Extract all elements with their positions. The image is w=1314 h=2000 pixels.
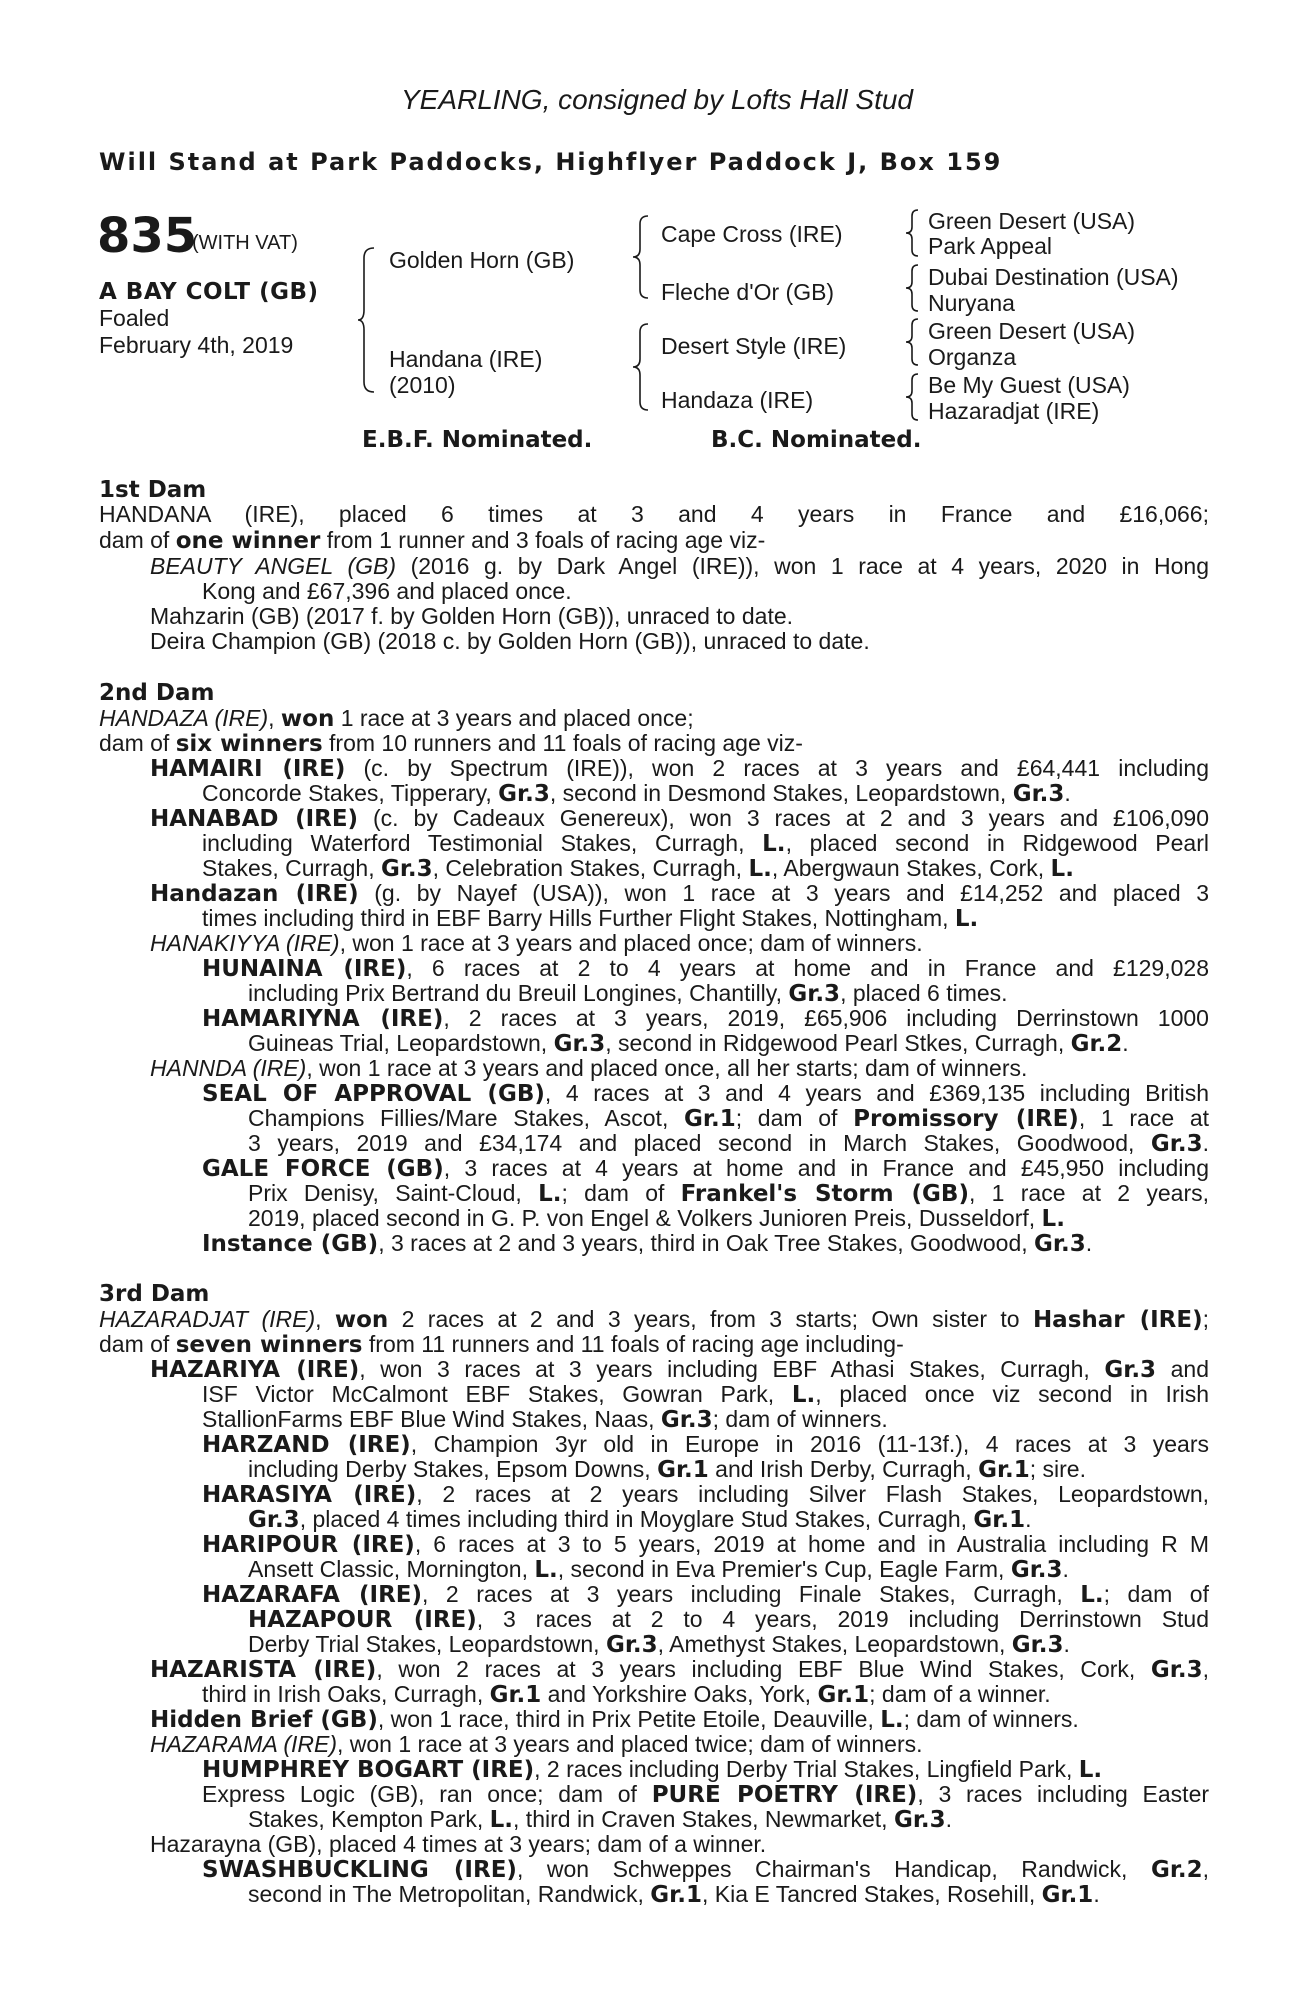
text-run: , 3 races at 4 years at home and in France and £45,950 including	[443, 1155, 1209, 1181]
text-run: Gr.3	[498, 781, 550, 807]
text-run: , 3 races at 2 to 4 years, 2019 including Derrinstown Stud	[476, 1606, 1209, 1632]
ebf-nominated: E.B.F. Nominated.	[362, 427, 593, 453]
text-run: HAMAIRI (IRE)	[150, 756, 346, 781]
text-run: and Irish Derby, Curragh,	[708, 1456, 979, 1482]
text-line	[202, 578, 572, 604]
text-run: , won 3 races at 3 years including EBF Athasi Stakes, Curragh,	[359, 1356, 1105, 1382]
text-run: ; sire.	[1029, 1456, 1086, 1482]
text-run: .	[1093, 1881, 1100, 1907]
pedigree-ggs-5: Green Desert (USA)	[928, 318, 1136, 344]
text-run: L.	[880, 1707, 904, 1733]
text-run: third in Irish Oaks, Curragh,	[202, 1681, 490, 1707]
text-line	[202, 1781, 1209, 1807]
text-run: BEAUTY ANGEL (GB)	[150, 553, 396, 579]
text-run: HANABAD (IRE)	[150, 806, 359, 831]
text-line	[99, 1331, 904, 1358]
text-run: ; dam of	[561, 1180, 681, 1206]
text-run: dam of	[99, 730, 176, 756]
text-run: HARZAND (IRE)	[202, 1432, 411, 1457]
text-run: from 10 runners and 11 foals of racing age viz-	[322, 730, 803, 756]
pedigree-ggs-2: Park Appeal	[928, 233, 1053, 259]
text-run: Gr.1	[657, 1457, 709, 1483]
text-line	[248, 1556, 1069, 1583]
text-run: , won 1 race at 3 years and placed twice; dam of winners.	[337, 1731, 923, 1757]
text-run: (c. by Spectrum (IRE)), won 2 races at 3 years and £64,441 including	[345, 755, 1209, 781]
text-line	[202, 1155, 1209, 1181]
text-line	[99, 527, 765, 554]
text-run: HARASIYA (IRE)	[202, 1482, 417, 1507]
text-run: , second in Eva Premier's Cup, Eagle Farm,	[557, 1556, 1011, 1582]
text-line	[248, 1030, 1129, 1057]
text-run: (g. by Nayef (USA)), won 1 race at 3 years and £14,252 and placed 3	[358, 880, 1209, 906]
text-line	[202, 955, 1209, 981]
text-run: , Celebration Stakes, Curragh,	[432, 855, 749, 881]
text-line	[150, 930, 923, 956]
text-run: Stakes, Curragh,	[202, 855, 381, 881]
text-run: .	[1025, 1506, 1032, 1532]
text-run: .	[1085, 1230, 1093, 1256]
text-run: , 4 races at 3 and 4 years and £369,135 including British	[544, 1080, 1209, 1106]
text-line	[248, 1130, 1209, 1156]
text-run: SWASHBUCKLING (IRE)	[202, 1857, 517, 1882]
text-line	[202, 1531, 1209, 1557]
pedigree-brace-gen1	[356, 246, 376, 394]
text-run: Gr.1	[817, 1682, 870, 1708]
text-run: , 1 race at	[1078, 1105, 1209, 1131]
text-run: , Amethyst Stakes, Leopardstown,	[657, 1631, 1012, 1657]
text-line	[150, 880, 1209, 906]
text-run: ;	[1202, 1306, 1209, 1332]
text-line	[202, 830, 1209, 856]
pedigree-brace-g4	[904, 372, 920, 422]
text-run: Gr.3	[1150, 1657, 1203, 1682]
pedigree-ggs-1: Green Desert (USA)	[928, 208, 1136, 234]
text-run: Hidden Brief (GB)	[150, 1707, 378, 1733]
text-run: Handazan (IRE)	[150, 881, 359, 906]
text-line	[99, 705, 694, 732]
text-line	[248, 1205, 1065, 1232]
text-run: , 3 races at 2 and 3 years, third in Oak Tree Stakes, Goodwood,	[378, 1230, 1035, 1256]
text-line	[150, 755, 1209, 781]
text-run: ,	[268, 705, 281, 731]
pedigree-ggs-6: Organza	[928, 344, 1017, 370]
text-run: ,	[315, 1306, 335, 1332]
text-run: Kong and £67,396 and placed once.	[202, 578, 572, 604]
text-run: dam of	[99, 527, 176, 553]
text-run: HAZARADJAT (IRE)	[99, 1306, 316, 1332]
text-run: , 6 races at 2 to 4 years at home and in France and £129,028	[406, 955, 1209, 981]
text-line	[99, 730, 803, 757]
text-run: 2019, placed second in G. P. von Engel & Volkers Junioren Preis, Dusseldorf,	[248, 1205, 1042, 1231]
text-run: , 1 race at 2 years,	[968, 1180, 1209, 1206]
text-line	[150, 553, 1209, 579]
text-run: Gr.3	[248, 1507, 300, 1533]
text-line	[150, 1706, 1079, 1733]
text-run: , 2 races at 2 years including Silver Flash Stakes, Leopardstown,	[416, 1481, 1209, 1507]
text-run: Gr.3	[1011, 1632, 1064, 1658]
text-line	[202, 1406, 888, 1433]
section-third-dam: 3rd Dam	[99, 1281, 210, 1307]
text-run: .	[1202, 1130, 1209, 1156]
text-run: Concorde Stakes, Tipperary,	[202, 780, 499, 806]
text-line	[202, 1756, 1102, 1783]
text-run: Hazarayna (GB), placed 4 times at 3 years; dam of a winner.	[150, 1831, 767, 1857]
pedigree-brace-g1	[904, 208, 920, 258]
text-line	[248, 980, 1008, 1007]
text-run: from 11 runners and 11 foals of racing age including-	[362, 1331, 904, 1357]
text-run: Deira Champion (GB) (2018 c. by Golden Horn (GB)), unraced to date.	[150, 628, 870, 654]
text-run: HAMARIYNA (IRE)	[202, 1006, 444, 1031]
text-line	[202, 1080, 1209, 1106]
text-run: L.	[1078, 1757, 1103, 1783]
text-run: L.	[762, 831, 786, 856]
text-line	[202, 1856, 1209, 1882]
text-run: second in The Metropolitan, Randwick,	[248, 1881, 651, 1907]
text-run: Stakes, Kempton Park,	[248, 1806, 490, 1832]
pedigree-brace-g3	[904, 317, 920, 367]
text-run: .	[1122, 1030, 1129, 1056]
text-run: Gr.3	[1104, 1357, 1157, 1382]
text-run: L.	[534, 1557, 558, 1583]
text-run: Gr.3	[660, 1407, 713, 1433]
text-run: L.	[1050, 856, 1074, 882]
text-run: ; dam of winners.	[712, 1406, 888, 1432]
text-run: 1 race at 3 years and placed once;	[334, 705, 694, 731]
text-run: HANDAZA (IRE)	[99, 705, 269, 731]
text-run: , placed once viz second in Irish	[815, 1381, 1209, 1407]
text-run: HUNAINA (IRE)	[202, 956, 407, 981]
text-line	[150, 1656, 1209, 1682]
pedigree-brace-g2	[904, 263, 920, 313]
text-line	[202, 1481, 1209, 1507]
text-run: HAZARAMA (IRE)	[150, 1731, 337, 1757]
text-run: six winners	[175, 731, 323, 757]
text-run: Gr.1	[684, 1106, 736, 1131]
text-line	[202, 780, 1071, 807]
text-run: Guineas Trial, Leopardstown,	[248, 1030, 554, 1056]
text-run: , placed 4 times including third in Moyglare Stud Stakes, Curragh,	[299, 1506, 974, 1532]
text-run: including Prix Bertrand du Breuil Longines, Chantilly,	[248, 980, 789, 1006]
text-line	[150, 1831, 766, 1857]
text-run: won	[280, 706, 335, 732]
pedigree-ggs-4: Nuryana	[928, 290, 1015, 316]
text-line	[248, 1105, 1209, 1131]
foaled-label: Foaled	[99, 305, 170, 331]
text-line	[248, 1180, 1209, 1206]
text-run: Gr.3	[1034, 1231, 1086, 1257]
text-run: L.	[791, 1382, 816, 1407]
text-run: .	[1063, 1631, 1070, 1657]
text-run: , 2 races at 3 years including Finale Stakes, Curragh,	[422, 1581, 1081, 1607]
text-line	[248, 1506, 1032, 1533]
text-line	[150, 603, 793, 629]
text-run: 2 races at 2 and 3 years, from 3 starts; Own sister to	[388, 1306, 1033, 1332]
text-line	[248, 1456, 1086, 1483]
text-line	[202, 1431, 1209, 1457]
text-run: , second in Ridgewood Pearl Stkes, Curragh,	[605, 1030, 1071, 1056]
text-run: HAZARAFA (IRE)	[202, 1582, 423, 1607]
text-run: , third in Craven Stakes, Newmarket,	[513, 1806, 894, 1832]
text-run: HANDANA (IRE), placed 6 times at 3 and 4 years in France and £16,066;	[99, 501, 1209, 527]
text-run: HAZARISTA (IRE)	[150, 1657, 377, 1682]
text-run: Gr.3	[553, 1031, 606, 1057]
text-run: , 2 races at 3 years, 2019, £65,906 including Derrinstown 1000	[443, 1005, 1209, 1031]
text-run: , won 2 races at 3 years including EBF Blue Wind Stakes, Cork,	[376, 1656, 1151, 1682]
text-run: dam of	[99, 1331, 176, 1357]
pedigree-sire-dam: Fleche d'Or (GB)	[661, 279, 835, 305]
text-run: Gr.3	[380, 856, 433, 882]
text-run: Ansett Classic, Mornington,	[248, 1556, 535, 1582]
text-run: GALE FORCE (GB)	[202, 1156, 444, 1181]
text-run: and Yorkshire Oaks, York,	[541, 1681, 818, 1707]
text-run: Gr.1	[973, 1507, 1026, 1533]
text-run: , Champion 3yr old in Europe in 2016 (11-13f.), 4 races at 3 years	[410, 1431, 1209, 1457]
text-run: seven winners	[175, 1332, 363, 1358]
text-run: .	[1062, 1556, 1069, 1582]
text-run: HAZARIYA (IRE)	[150, 1357, 360, 1382]
text-run: and	[1156, 1356, 1209, 1382]
text-run: L.	[489, 1807, 514, 1833]
text-line	[202, 1005, 1209, 1031]
pedigree-dam-sire: Desert Style (IRE)	[661, 333, 847, 359]
text-line	[150, 1356, 1209, 1382]
pedigree-dam: Handana (IRE)	[389, 346, 543, 372]
lot-description: A BAY COLT (GB)	[99, 279, 319, 305]
page-title: YEARLING, consigned by Lofts Hall Stud	[400, 84, 914, 115]
text-run: Gr.3	[1010, 1557, 1063, 1583]
text-line	[99, 501, 1209, 527]
pedigree-sire-sire: Cape Cross (IRE)	[661, 221, 843, 247]
text-run: , 6 races at 3 to 5 years, 2019 at home and in Australia including R M	[414, 1531, 1209, 1557]
text-run: HARIPOUR (IRE)	[202, 1532, 415, 1557]
pedigree-ggs-8: Hazaradjat (IRE)	[928, 398, 1100, 424]
text-run: , 2 races including Derby Trial Stakes, Lingfield Park,	[534, 1756, 1079, 1782]
text-run: Gr.3	[1150, 1131, 1203, 1156]
text-run: , placed 6 times.	[840, 980, 1008, 1006]
section-first-dam: 1st Dam	[99, 477, 207, 503]
text-line	[202, 1381, 1209, 1407]
text-run: won	[334, 1307, 389, 1332]
text-run: Express Logic (GB), ran once; dam of	[202, 1781, 652, 1807]
pedigree-brace-sire	[630, 214, 650, 300]
text-line	[99, 1306, 1209, 1332]
text-run: L.	[1080, 1582, 1104, 1607]
text-line	[248, 1806, 952, 1833]
text-run: Gr.1	[650, 1882, 702, 1908]
text-line	[248, 1881, 1100, 1908]
text-run: including Derby Stakes, Epsom Downs,	[248, 1456, 658, 1482]
text-run: ,	[1202, 1656, 1209, 1682]
lot-number: 835	[97, 208, 198, 264]
text-line	[150, 805, 1209, 831]
text-line	[202, 1681, 1051, 1708]
location-line: Will Stand at Park Paddocks, Highflyer Paddock J, Box 159	[99, 148, 1003, 176]
text-run: Gr.2	[1070, 1031, 1123, 1057]
text-run: Champions Fillies/Mare Stakes, Ascot,	[248, 1105, 685, 1131]
text-line	[150, 1055, 1027, 1081]
text-run: .	[945, 1806, 953, 1832]
text-run: , 3 races including Easter	[917, 1781, 1209, 1807]
text-run: Gr.3	[893, 1807, 946, 1833]
text-run: L.	[954, 906, 979, 932]
text-run: Gr.3	[788, 981, 841, 1007]
text-run: L.	[538, 1181, 562, 1206]
text-run: Gr.3	[1012, 781, 1065, 807]
text-run: Prix Denisy, Saint-Cloud,	[248, 1180, 539, 1206]
text-run: one winner	[175, 528, 321, 554]
text-line	[150, 1731, 923, 1757]
text-run: HUMPHREY BOGART (IRE)	[202, 1757, 535, 1783]
pedigree-dam-dam: Handaza (IRE)	[661, 387, 814, 413]
text-run: (c. by Cadeaux Genereux), won 3 races at 2 and 3 years and £106,090	[358, 805, 1209, 831]
text-run: ; dam of	[735, 1105, 854, 1131]
bc-nominated: B.C. Nominated.	[711, 427, 922, 453]
text-run: , won 1 race at 3 years and placed once, all her starts; dam of winners.	[306, 1055, 1028, 1081]
text-run: ISF Victor McCalmont EBF Stakes, Gowran Park,	[202, 1381, 792, 1407]
text-run: times including third in EBF Barry Hills Further Flight Stakes, Nottingham,	[202, 905, 955, 931]
text-run: ; dam of winners.	[903, 1706, 1079, 1732]
pedigree-dam-year: (2010)	[389, 372, 456, 398]
text-run: Hashar (IRE)	[1032, 1307, 1203, 1332]
text-run: (2016 g. by Dark Angel (IRE)), won 1 race at 4 years, 2020 in Hong	[396, 553, 1209, 579]
text-run: Gr.2	[1150, 1857, 1203, 1882]
text-run: including Waterford Testimonial Stakes, Curragh,	[202, 830, 763, 856]
text-run: Gr.3	[605, 1632, 658, 1658]
text-run: HANAKIYYA (IRE)	[150, 930, 340, 956]
pedigree-brace-dam	[630, 322, 650, 412]
vat-note: (WITH VAT)	[192, 232, 298, 254]
text-run: 3 years, 2019 and £34,174 and placed second in March Stakes, Goodwood,	[248, 1130, 1151, 1156]
text-run: ; dam of a winner.	[869, 1681, 1051, 1707]
text-run: L.	[748, 856, 772, 882]
text-run: SEAL OF APPROVAL (GB)	[202, 1081, 545, 1106]
text-run: Gr.1	[489, 1682, 542, 1708]
text-run: Gr.1	[978, 1457, 1030, 1483]
text-run: L.	[1041, 1206, 1065, 1232]
text-line	[202, 1230, 1092, 1257]
pedigree-sire: Golden Horn (GB)	[389, 247, 575, 273]
text-run: ; dam of	[1103, 1581, 1209, 1607]
text-run: HAZAPOUR (IRE)	[248, 1607, 477, 1632]
text-run: StallionFarms EBF Blue Wind Stakes, Naas,	[202, 1406, 661, 1432]
text-line	[150, 628, 870, 654]
text-run: Derby Trial Stakes, Leopardstown,	[248, 1631, 606, 1657]
foaled-date: February 4th, 2019	[99, 332, 294, 358]
text-line	[248, 1606, 1209, 1632]
text-run: Gr.1	[1041, 1882, 1094, 1908]
text-run: ,	[1202, 1856, 1209, 1882]
text-run: Promissory (IRE)	[853, 1106, 1079, 1131]
text-run: , won 1 race, third in Prix Petite Etoile, Deauville,	[377, 1706, 881, 1732]
text-run: , won 1 race at 3 years and placed once; dam of winners.	[339, 930, 923, 956]
text-line	[202, 905, 978, 932]
text-line	[248, 1631, 1070, 1658]
text-line	[202, 1581, 1209, 1607]
pedigree-ggs-7: Be My Guest (USA)	[928, 372, 1130, 398]
text-run: , placed second in Ridgewood Pearl	[785, 830, 1209, 856]
pedigree-ggs-3: Dubai Destination (USA)	[928, 264, 1179, 290]
text-run: .	[1064, 780, 1071, 806]
text-run: HANNDA (IRE)	[150, 1055, 307, 1081]
text-run: PURE POETRY (IRE)	[651, 1782, 918, 1807]
text-run: Instance (GB)	[202, 1231, 379, 1257]
text-run: from 1 runner and 3 foals of racing age viz-	[320, 527, 766, 553]
text-run: , Kia E Tancred Stakes, Rosehill,	[701, 1881, 1042, 1907]
text-run: Mahzarin (GB) (2017 f. by Golden Horn (GB)), unraced to date.	[150, 603, 794, 629]
text-run: , second in Desmond Stakes, Leopardstown,	[549, 780, 1013, 806]
text-run: , won Schweppes Chairman's Handicap, Randwick,	[516, 1856, 1151, 1882]
text-line	[202, 855, 1074, 882]
section-second-dam: 2nd Dam	[99, 680, 215, 706]
text-run: Frankel's Storm (GB)	[680, 1181, 969, 1206]
text-run: , Abergwaun Stakes, Cork,	[771, 855, 1051, 881]
